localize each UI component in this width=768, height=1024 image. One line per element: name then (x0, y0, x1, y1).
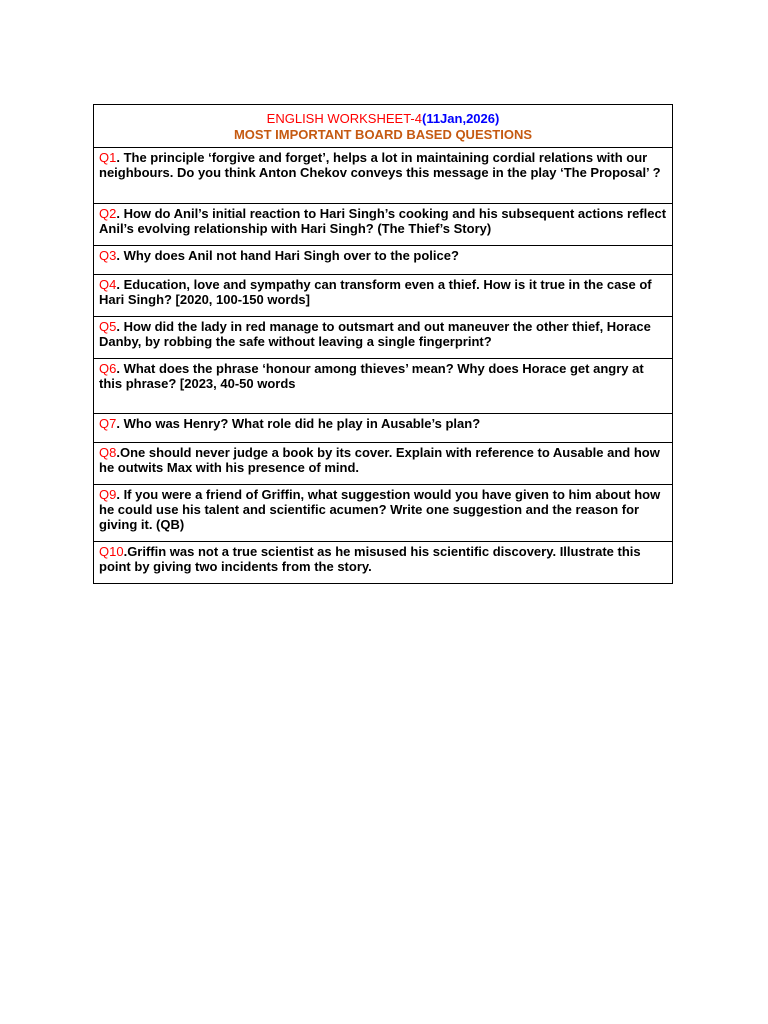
question-row (94, 275, 673, 317)
question-number: Q9 (99, 487, 117, 502)
question-cell (94, 317, 673, 359)
question-row (94, 204, 673, 246)
question-text: . Education, love and sympathy can transform even a thief. How is it true in the case of Hari Singh? [2020, 100-150 words] (99, 277, 652, 307)
question-cell (94, 542, 673, 584)
question-cell (94, 359, 673, 414)
question-cell (94, 414, 673, 443)
header-row (94, 105, 673, 148)
question-cell (94, 275, 673, 317)
question-row (94, 148, 673, 204)
worksheet-subtitle: MOST IMPORTANT BOARD BASED QUESTIONS (233, 127, 533, 142)
question-number: Q10 (99, 544, 124, 559)
worksheet-title (98, 111, 668, 127)
question-text: . How do Anil’s initial reaction to Hari Singh’s cooking and his subsequent actions reflect Anil’s evolving relationship with Hari Singh? (The Thief’s Story) (99, 206, 667, 236)
question-text: .One should never judge a book by its cover. Explain with reference to Ausable and how he outwits Max with his presence of mind. (99, 445, 660, 475)
question-text: . How did the lady in red manage to outsmart and out maneuver the other thief, Horace Danby, by robbing the safe without leaving a single fingerprint? (99, 319, 651, 349)
title-text: ENGLISH WORKSHEET-4 (266, 111, 422, 126)
question-number: Q1 (99, 150, 117, 165)
question-number: Q7 (99, 416, 117, 431)
question-text: . Why does Anil not hand Hari Singh over to the police? (116, 248, 459, 263)
question-number: Q5 (99, 319, 117, 334)
question-row (94, 246, 673, 275)
question-row (94, 485, 673, 542)
question-cell (94, 246, 673, 275)
question-cell (94, 443, 673, 485)
question-number: Q8 (99, 445, 117, 460)
question-row (94, 414, 673, 443)
question-cell (94, 485, 673, 542)
header-cell (94, 105, 673, 148)
worksheet-table (93, 104, 673, 584)
question-cell (94, 148, 673, 204)
question-row (94, 359, 673, 414)
question-text: . The principle ‘forgive and forget’, helps a lot in maintaining cordial relations with our neighbours. Do you think Anton Chekov conveys this message in the play ‘The Proposal’ ? (99, 150, 661, 180)
question-row (94, 317, 673, 359)
question-number: Q2 (99, 206, 117, 221)
question-text: . Who was Henry? What role did he play in Ausable’s plan? (116, 416, 481, 431)
question-number: Q6 (99, 361, 117, 376)
question-number: Q4 (99, 277, 117, 292)
question-text: .Griffin was not a true scientist as he misused his scientific discovery. Illustrate this point by giving two incidents from the story. (99, 544, 641, 574)
question-number: Q3 (99, 248, 117, 263)
question-text: . If you were a friend of Griffin, what suggestion would you have given to him about how he could use his talent and scientific acumen? Write one suggestion and the reason for giving it. (QB) (99, 487, 661, 532)
title-date: (11Jan,2026) (421, 111, 500, 126)
question-text: . What does the phrase ‘honour among thieves’ mean? Why does Horace get angry at this phrase? [2023, 40-50 words (99, 361, 644, 391)
question-cell (94, 204, 673, 246)
question-row (94, 542, 673, 584)
question-row (94, 443, 673, 485)
